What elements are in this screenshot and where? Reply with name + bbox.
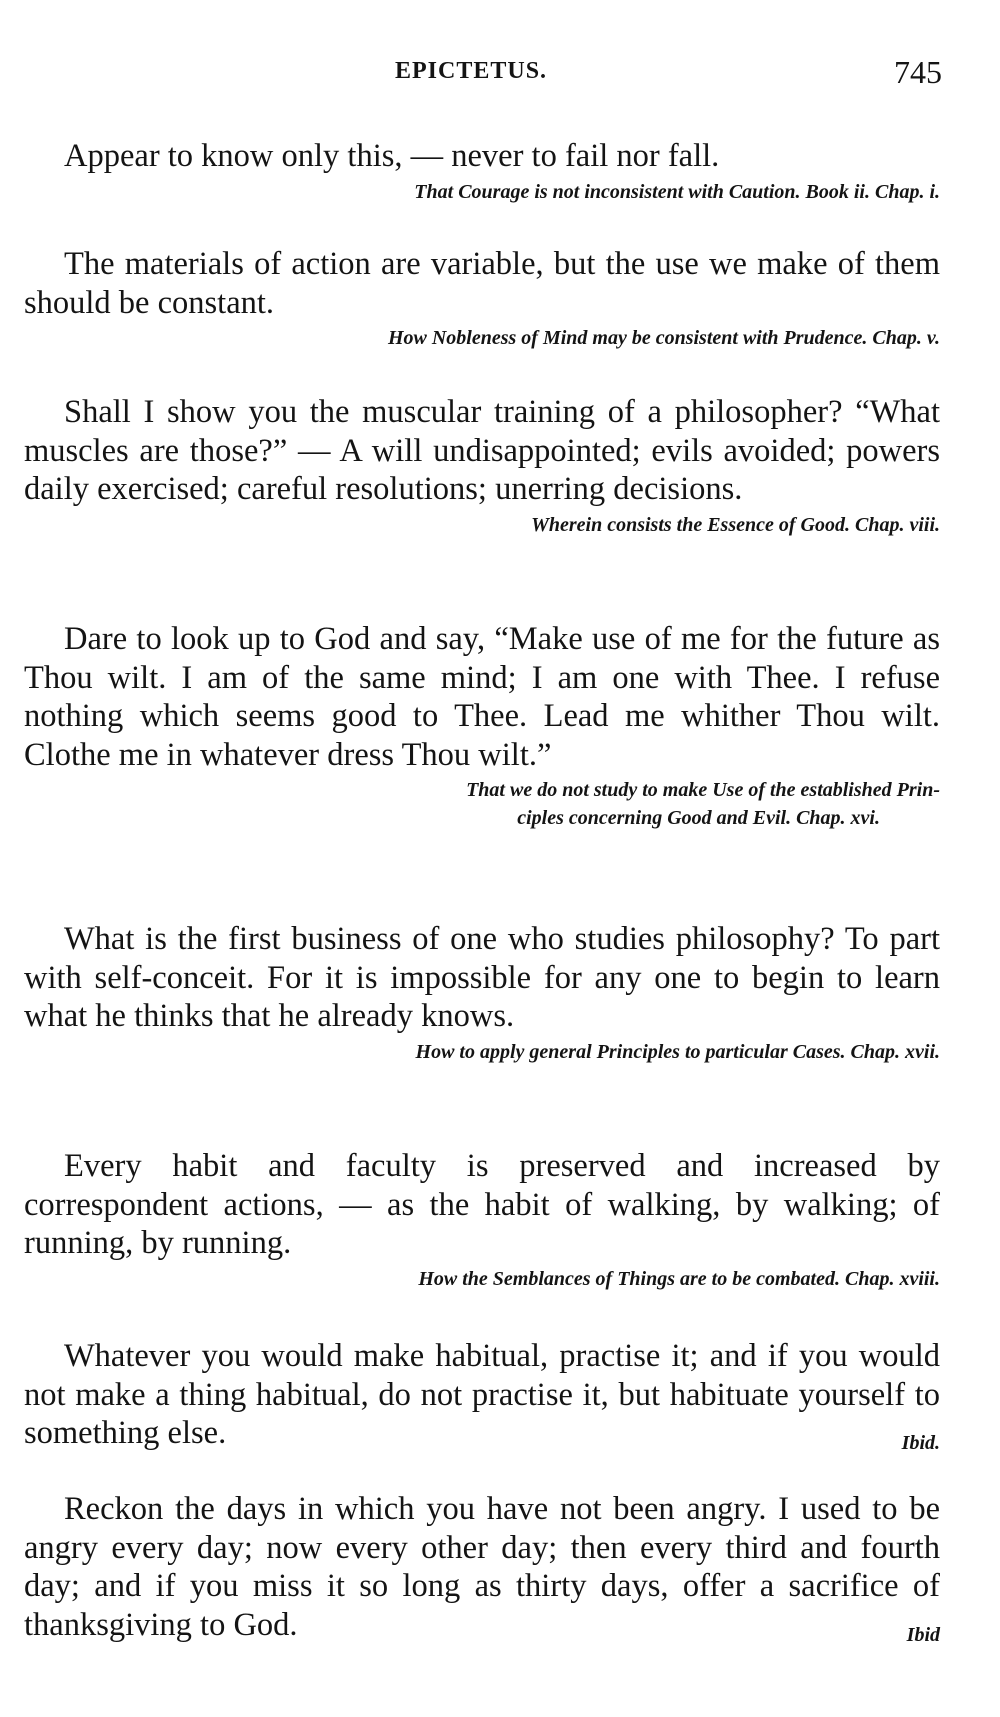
quote-block bbox=[24, 920, 940, 1066]
quote-block bbox=[24, 245, 940, 352]
quote-citation: Wherein consists the Essence of Good. Chap. viii. bbox=[531, 513, 940, 536]
quote-text bbox=[24, 1490, 940, 1644]
quote-text: Dare to look up to God and say, “Make use of me for the future as Thou wilt. I am of the same mind; I am one with Thee. I refuse nothing which seems good to Thee. Lead me whither Thou wilt. Clothe me in whatever dress Thou wilt.” bbox=[24, 621, 940, 773]
quote-citation: How the Semblances of Things are to be combated. Chap. xviii. bbox=[418, 1267, 940, 1290]
quote-citation: How Nobleness of Mind may be consistent with Prudence. Chap. v. bbox=[387, 327, 940, 349]
quote-block bbox=[24, 620, 940, 832]
quote-citation: That Courage is not inconsistent with Caution. Book ii. Chap. i. bbox=[414, 180, 940, 203]
quote-citation: How to apply general Principles to particular Cases. Chap. xvii. bbox=[415, 1040, 940, 1063]
quote-text: Shall I show you the muscular training of a philosopher? “What muscles are those?” — A will undisappointed; evils avoided; powers daily exercised; careful resolutions; unerring decisions. bbox=[24, 394, 940, 507]
running-head: EPICTETUS. bbox=[395, 58, 548, 84]
quote-block bbox=[24, 137, 940, 206]
quote-text: The materials of action are variable, but the use we make of them should be constant. bbox=[24, 246, 940, 321]
quote-block bbox=[24, 393, 940, 539]
citation-line-2: ciples concerning Good and Evil. Chap. xvi. bbox=[517, 807, 880, 829]
quote-text: What is the first business of one who studies philosophy? To part with self-conceit. For it is impossible for any one to begin to learn what he thinks that he already knows. bbox=[24, 921, 940, 1034]
quote-body: Whatever you would make habitual, practise it; and if you would not make a thing habitual, do not practise it, but habituate yourself to something else. bbox=[24, 1338, 940, 1451]
quote-block bbox=[24, 1147, 940, 1293]
quote-citation: Ibid. bbox=[901, 1432, 940, 1454]
quote-citation: Ibid bbox=[906, 1623, 940, 1646]
citation-line-1: That we do not study to make Use of the established Prin- bbox=[466, 779, 940, 801]
quote-body: Reckon the days in which you have not been angry. I used to be angry every day; now every other day; then every third and fourth day; and if you miss it so long as thirty days, offer a sacrifice of thanksgiving to God. bbox=[24, 1491, 940, 1643]
page-number: 745 bbox=[894, 54, 942, 90]
quote-block bbox=[24, 1490, 940, 1654]
quote-text: Every habit and faculty is preserved and increased by correspondent actions, — as the habit of walking, by walking; of running, by running. bbox=[24, 1148, 940, 1261]
quote-text: Appear to know only this, — never to fail nor fall. bbox=[64, 138, 720, 174]
quote-citation bbox=[244, 776, 940, 832]
quote-block bbox=[24, 1337, 940, 1463]
quote-text bbox=[24, 1337, 940, 1453]
